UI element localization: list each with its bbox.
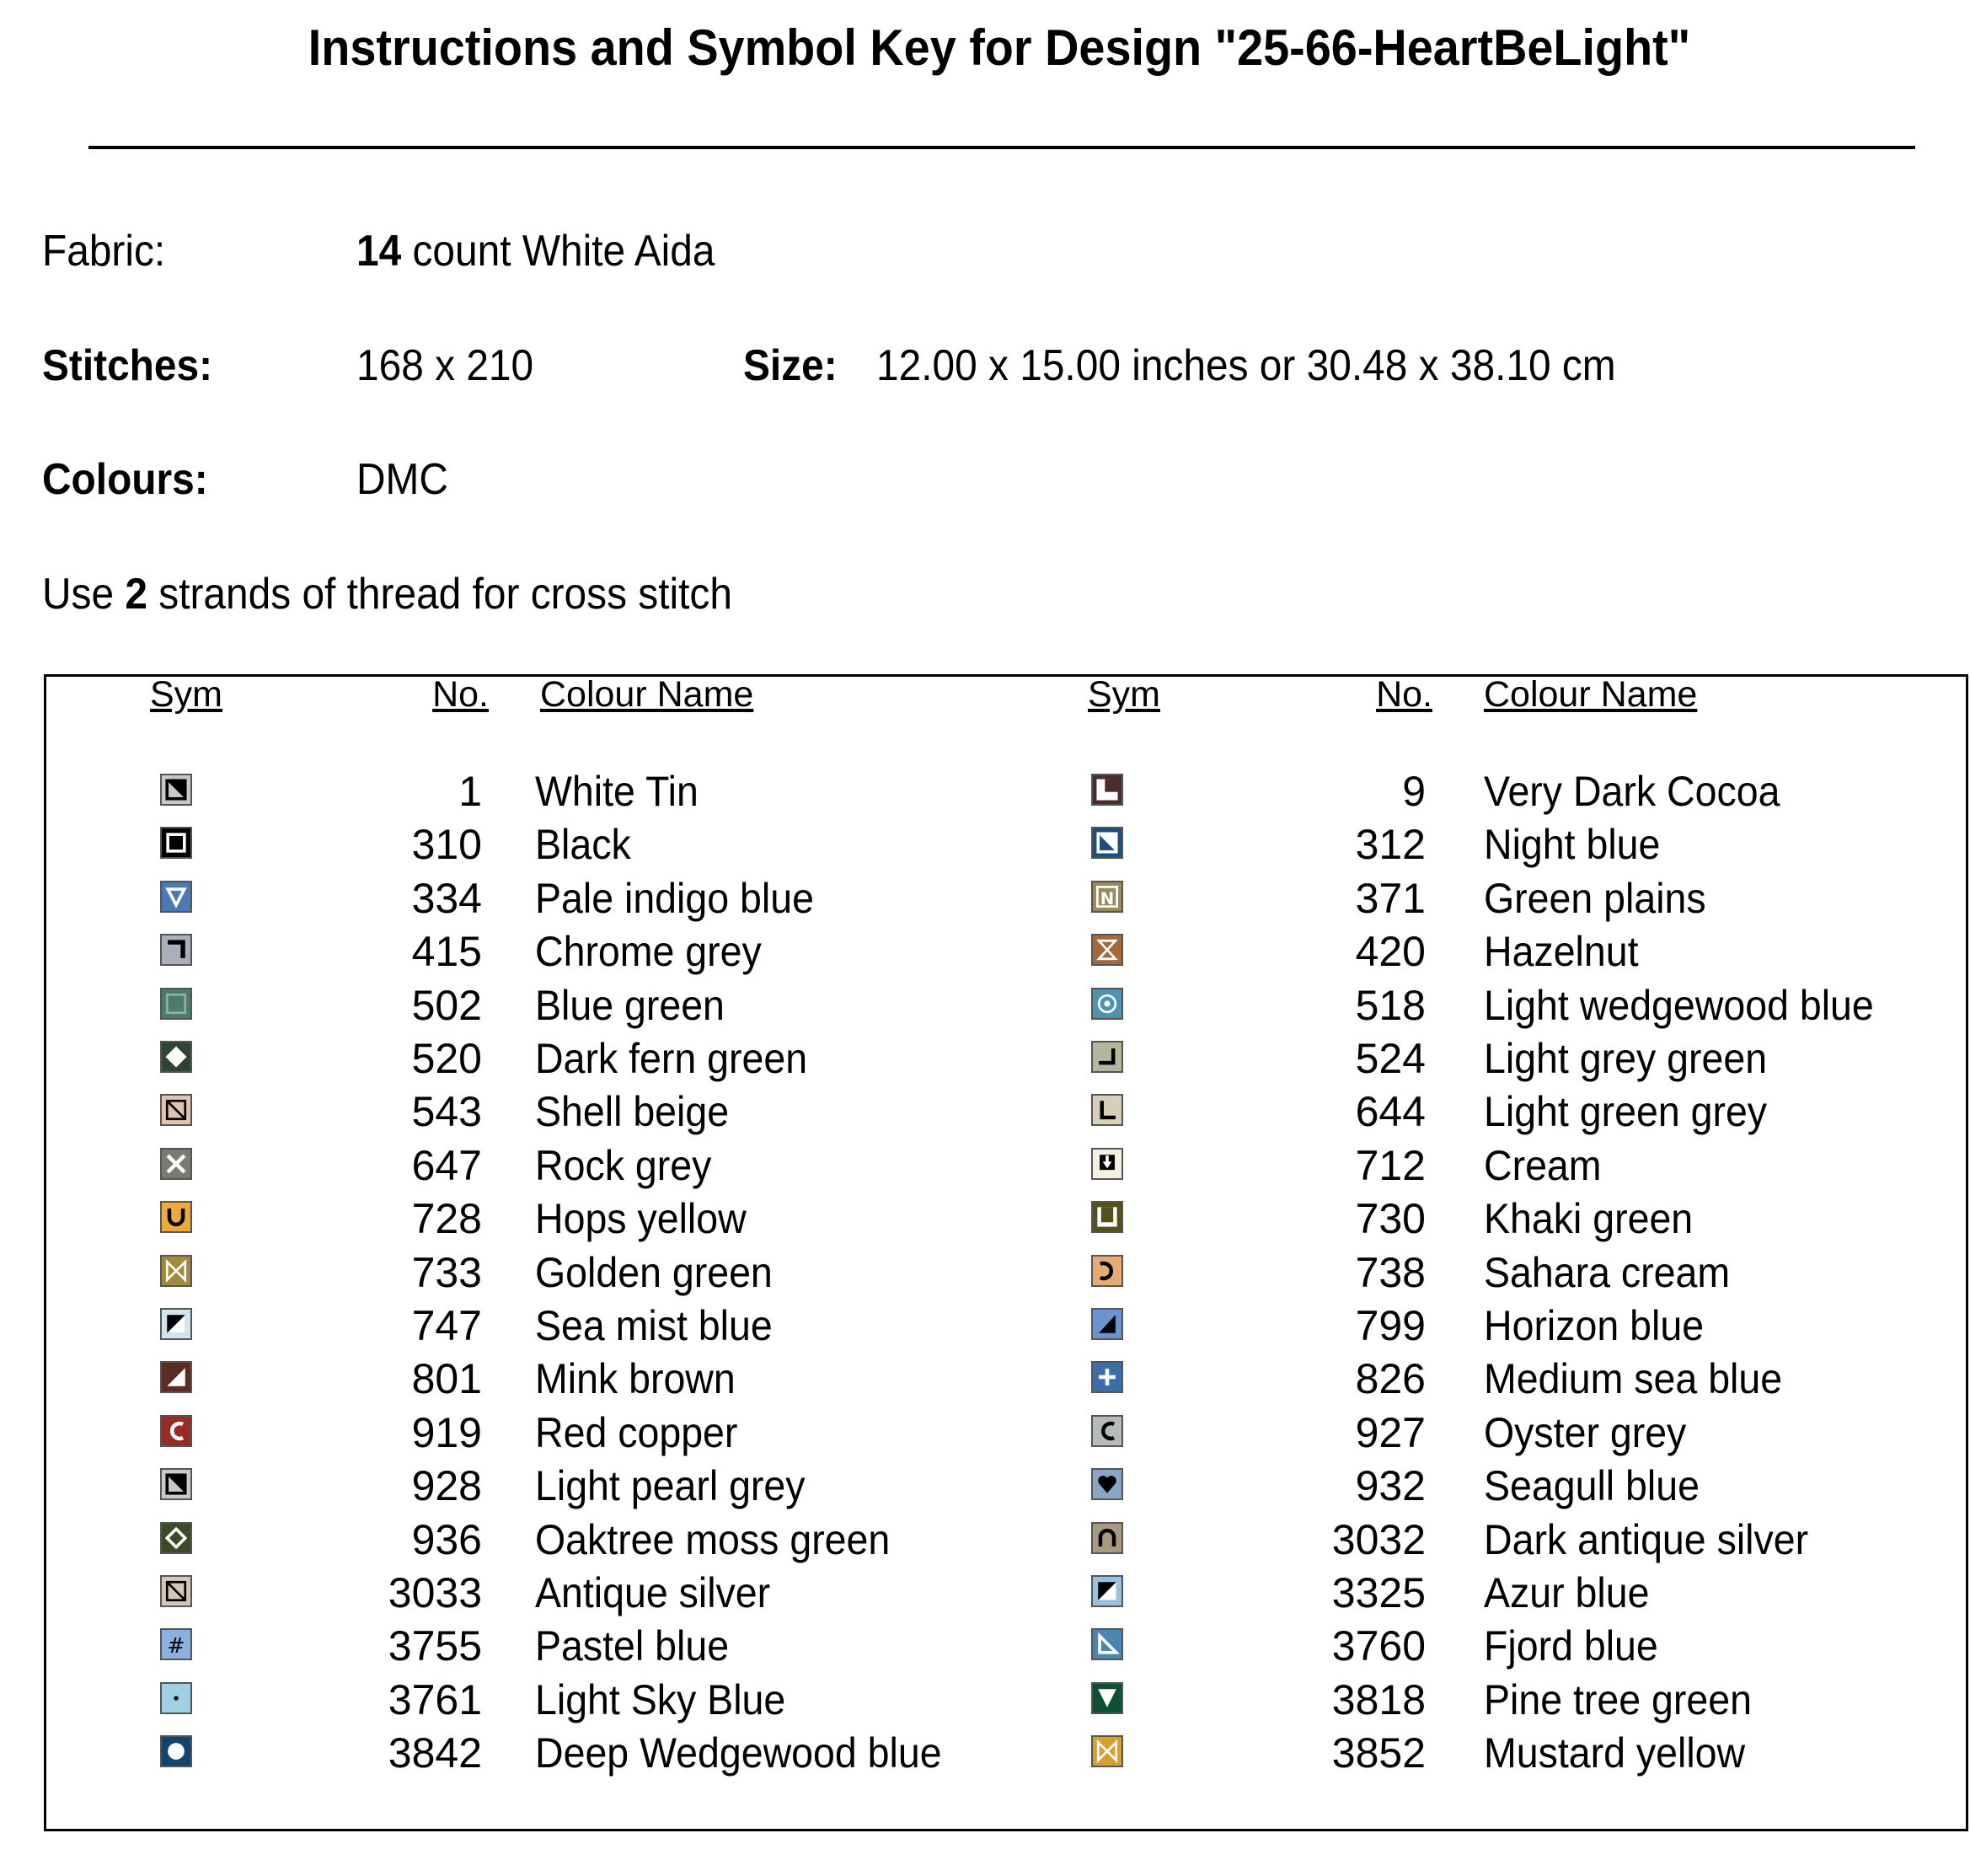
colour-name: Rock grey (535, 1142, 712, 1189)
colour-name: White Tin (535, 768, 699, 815)
u-icon (160, 1201, 192, 1233)
dmc-number: 647 (411, 1142, 482, 1189)
dmc-number: 524 (1355, 1035, 1426, 1082)
dmc-number: 730 (1355, 1195, 1426, 1242)
bowtie-icon (160, 1255, 192, 1287)
colour-name: Light wedgewood blue (1484, 982, 1874, 1029)
fabric-label: Fabric: (42, 227, 166, 276)
colour-name: Antique silver (535, 1569, 771, 1616)
colour-name: Dark antique silver (1484, 1516, 1809, 1563)
svg-text:#: # (167, 1632, 185, 1658)
colour-name: Red copper (535, 1409, 738, 1456)
n-icon (1091, 881, 1123, 913)
dmc-number: 3032 (1331, 1516, 1426, 1563)
plus-icon (1091, 1361, 1123, 1393)
colour-name: Medium sea blue (1484, 1355, 1783, 1402)
colour-name: Green plains (1484, 875, 1706, 922)
colour-name: Black (535, 821, 631, 868)
dmc-number: 3760 (1331, 1622, 1426, 1670)
dmc-number: 733 (411, 1249, 482, 1296)
square-slash-icon (160, 1575, 192, 1607)
l-icon (1091, 1094, 1123, 1126)
corner-top-right-icon (160, 934, 192, 966)
stitches-label: Stitches: (42, 341, 213, 390)
dmc-number: 520 (411, 1035, 482, 1082)
dmc-number: 712 (1355, 1142, 1426, 1189)
dmc-number: 799 (1355, 1302, 1426, 1349)
hash-icon (160, 1628, 192, 1660)
svg-text:N: N (1100, 888, 1115, 909)
dmc-number: 3761 (388, 1676, 482, 1723)
colour-name: Light green grey (1484, 1088, 1768, 1135)
colour-name: Khaki green (1484, 1195, 1694, 1242)
header-no-left: No. (432, 674, 489, 715)
dmc-number: 932 (1355, 1462, 1426, 1509)
arrow-down-icon (1091, 1148, 1123, 1180)
dmc-number: 644 (1355, 1088, 1426, 1135)
title-divider (88, 146, 1915, 149)
reverse-c-icon (1091, 1255, 1123, 1287)
hollow-square-icon (160, 827, 192, 859)
dmc-number: 928 (411, 1462, 482, 1509)
colours-label: Colours: (42, 455, 208, 504)
dmc-number: 919 (411, 1409, 482, 1456)
fabric-count: 14 (356, 227, 402, 276)
colour-name: Oaktree moss green (535, 1516, 891, 1563)
dmc-number: 9 (1402, 768, 1426, 815)
diamond-icon (160, 1041, 192, 1073)
dmc-number: 415 (411, 928, 482, 975)
triangle-right-icon (1091, 1308, 1123, 1340)
dmc-number: 3325 (1331, 1569, 1426, 1616)
strands-post: strands of thread for cross stitch (147, 570, 732, 619)
inner-square-icon (160, 988, 192, 1020)
right-triangle-icon (160, 1361, 192, 1393)
triangle-diag-icon (1091, 827, 1123, 859)
colour-name: Blue green (535, 982, 725, 1029)
down-triangle-outline-icon (160, 881, 192, 913)
dmc-number: 420 (1355, 928, 1426, 975)
corner-bottom-left-icon (1091, 774, 1123, 806)
dmc-number: 728 (411, 1195, 482, 1242)
colour-name: Light Sky Blue (535, 1676, 786, 1723)
strands-count: 2 (125, 570, 147, 619)
colour-name: Light grey green (1484, 1035, 1768, 1082)
colour-name: Shell beige (535, 1088, 730, 1135)
colour-name: Very Dark Cocoa (1484, 768, 1780, 815)
dmc-number: 518 (1355, 982, 1426, 1029)
stitches-value: 168 x 210 (356, 341, 534, 390)
half-square-icon (1091, 1575, 1123, 1607)
dmc-number: 312 (1355, 821, 1426, 868)
colour-name: Oyster grey (1484, 1409, 1687, 1456)
header-name-left: Colour Name (540, 674, 754, 715)
colour-name: Hazelnut (1484, 928, 1639, 975)
diamond-outline-icon (160, 1522, 192, 1554)
triangle-diag-icon (160, 774, 192, 806)
dmc-number: 310 (411, 821, 482, 868)
bowtie-icon (1091, 1735, 1123, 1767)
colour-name: Dark fern green (535, 1035, 808, 1082)
dmc-number: 826 (1355, 1355, 1426, 1402)
strands-instruction (42, 569, 732, 619)
colour-name: Pastel blue (535, 1622, 730, 1670)
colour-name: Hops yellow (535, 1195, 747, 1242)
triangle-diag-icon (160, 1468, 192, 1500)
dmc-number: 334 (411, 875, 482, 922)
triangle-diag-outline-icon (1091, 1628, 1123, 1660)
fabric-description: count White Aida (401, 227, 715, 276)
arch-icon (1091, 1522, 1123, 1554)
heart-icon (1091, 1468, 1123, 1500)
dmc-number: 502 (411, 982, 482, 1029)
dmc-number: 543 (411, 1088, 482, 1135)
dmc-number: 3033 (388, 1569, 482, 1616)
colour-name: Sahara cream (1484, 1249, 1731, 1296)
x-icon (160, 1148, 192, 1180)
colour-name: Azur blue (1484, 1569, 1650, 1616)
colour-name: Golden green (535, 1249, 773, 1296)
target-icon (1091, 988, 1123, 1020)
dmc-number: 738 (1355, 1249, 1426, 1296)
size-value: 12.00 x 15.00 inches or 30.48 x 38.10 cm (876, 341, 1616, 390)
dmc-number: 801 (411, 1355, 482, 1402)
colour-name: Horizon blue (1484, 1302, 1705, 1349)
colour-name: Sea mist blue (535, 1302, 773, 1349)
header-name-right: Colour Name (1484, 674, 1698, 715)
colour-name: Deep Wedgewood blue (535, 1729, 942, 1777)
colour-name: Night blue (1484, 821, 1661, 868)
dmc-number: 1 (458, 768, 482, 815)
circle-icon (160, 1735, 192, 1767)
dmc-number: 747 (411, 1302, 482, 1349)
colour-name: Seagull blue (1484, 1462, 1700, 1509)
hourglass-icon (1091, 934, 1123, 966)
square-slash-icon (160, 1094, 192, 1126)
dot-icon (160, 1682, 192, 1714)
dmc-number: 371 (1355, 875, 1426, 922)
header-sym-left: Sym (150, 674, 222, 715)
strands-pre: Use (42, 570, 126, 619)
colours-value: DMC (356, 455, 448, 504)
fabric-value (356, 226, 715, 276)
dmc-number: 3755 (388, 1622, 482, 1670)
dmc-number: 3842 (388, 1729, 482, 1777)
colour-name: Cream (1484, 1142, 1602, 1189)
size-label: Size: (743, 341, 838, 390)
dmc-number: 3818 (1331, 1676, 1426, 1723)
colour-name: Pale indigo blue (535, 875, 814, 922)
colour-name: Chrome grey (535, 928, 762, 975)
header-no-right: No. (1376, 674, 1432, 715)
colour-name: Pine tree green (1484, 1676, 1752, 1723)
dmc-number: 927 (1355, 1409, 1426, 1456)
dmc-number: 936 (411, 1516, 482, 1563)
c-icon (1091, 1415, 1123, 1447)
down-triangle-icon (1091, 1682, 1123, 1714)
colour-name: Fjord blue (1484, 1622, 1658, 1670)
dmc-number: 3852 (1331, 1729, 1426, 1777)
page-title: Instructions and Symbol Key for Design "25-66-HeartBeLight" (308, 19, 1691, 76)
colour-name: Mink brown (535, 1355, 736, 1402)
half-square-icon (160, 1308, 192, 1340)
c-icon (160, 1415, 192, 1447)
colour-name: Light pearl grey (535, 1462, 806, 1509)
colour-name: Mustard yellow (1484, 1729, 1746, 1777)
corner-bottom-right-icon (1091, 1041, 1123, 1073)
u-square-icon (1091, 1201, 1123, 1233)
header-sym-right: Sym (1088, 674, 1160, 715)
